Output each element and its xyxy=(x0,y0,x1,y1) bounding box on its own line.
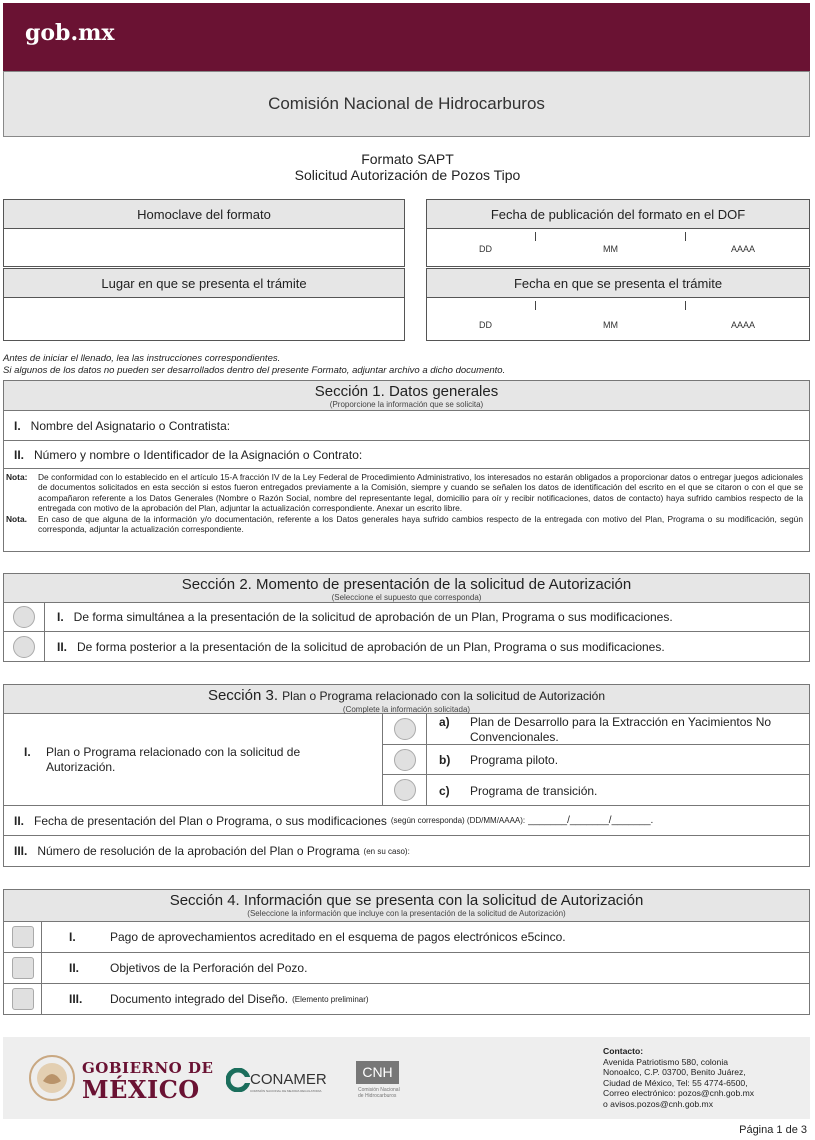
date-divider xyxy=(685,232,686,241)
item-label: Objetivos de la Perforación del Pozo. xyxy=(110,961,308,975)
item-label: Número y nombre o Identificador de la Asignación o Contrato: xyxy=(34,447,363,462)
checkbox[interactable] xyxy=(12,957,34,979)
conamer-subtitle: COMISIÓN NACIONAL DE MEJORA REGULATORIA xyxy=(250,1089,322,1093)
footer xyxy=(3,1037,810,1119)
lugar-header xyxy=(3,268,405,298)
instructions xyxy=(3,353,810,377)
fecha-tramite-label: Fecha en que se presenta el trámite xyxy=(513,275,723,291)
section2-option-2[interactable] xyxy=(3,632,810,662)
checkbox-cell xyxy=(4,922,42,952)
section3-title-prefix: Sección 3. xyxy=(207,687,278,704)
section3-resolucion-row[interactable] xyxy=(3,836,810,867)
radio-cell xyxy=(383,714,427,744)
radio-cell xyxy=(4,632,45,661)
item-number: II. xyxy=(69,961,80,975)
radio-cell xyxy=(383,775,427,805)
option-label: Plan de Desarrollo para la Extracción en Yacimientos No Convencionales. xyxy=(470,715,772,744)
plan-option-a[interactable] xyxy=(383,714,809,745)
item-number: II. xyxy=(14,447,25,462)
aaaa-label: AAAA xyxy=(731,244,756,254)
homoclave-input[interactable] xyxy=(3,229,405,267)
note-text: En caso de que alguna de la información y/o documentación, referente a los Datos generales haya sufrido cambios respecto de la entregada con motivo del Plan, Programa o su modificación, según corresponda, adjuntar la actualización correspondiente. xyxy=(38,513,803,535)
item-label: Número de resolución de la aprobación del Plan o Programa xyxy=(37,844,360,858)
item-hint: (en su caso): xyxy=(363,846,410,856)
section4-item-1[interactable] xyxy=(3,922,810,953)
note-tag: Nota: xyxy=(6,472,28,482)
lugar-label: Lugar en que se presenta el trámite xyxy=(101,275,307,291)
section3-header xyxy=(3,684,810,714)
plan-option-b[interactable] xyxy=(383,745,809,775)
item-hint: (según corresponda) (DD/MM/AAAA): xyxy=(390,816,526,825)
header-bar xyxy=(3,3,810,71)
section2-subtitle: (Seleccione el supuesto que corresponda) xyxy=(331,593,482,602)
cnh-logo: CNH xyxy=(356,1061,399,1084)
note-block xyxy=(6,514,803,535)
date-divider xyxy=(535,232,536,241)
date-divider xyxy=(535,301,536,310)
item-label: De forma posterior a la presentación de la solicitud de aprobación de un Plan, Programa o sus modificaciones. xyxy=(77,639,665,654)
section2-title: Sección 2. Momento de presentación de la solicitud de Autorización xyxy=(181,576,632,593)
section3-title-text: Plan o Programa relacionado con la solicitud de Autorización xyxy=(282,689,606,703)
option-letter: c) xyxy=(439,784,450,798)
note-text: De conformidad con lo establecido en el artículo 15-A fracción IV de la Ley Federal de Procedimiento Administrativo, los interesados no estarán obligados a proporcionar datos o entregar juegos adicionales de documentos solicitados en esta sección si estos fueron entregados previamente a la Comisión, siempre y cuando se señalen los datos de identificación del escrito en el que se citaron o con el que se acompañaron referente a los Datos Generales (Nombre o Razón Social, nombre del representante legal, domicilio para oír y recibir notificaciones, datos de contacto) haya sufrido cambios respecto de la entregada con motivo de la aprobación del Plan, adjuntar la actualización correspondiente. Anexar un escrito libre. xyxy=(38,472,803,514)
checkbox-cell xyxy=(4,984,42,1014)
section1-header xyxy=(3,380,810,411)
contact-email[interactable]: Correo electrónico: pozos@cnh.gob.mx xyxy=(603,1088,755,1099)
cnh-subtitle-line1: Comisión Nacional xyxy=(358,1087,400,1093)
item-label: Plan o Programa relacionado con la solicitud de Autorización. xyxy=(46,745,301,774)
form-title-line1: Formato SAPT xyxy=(361,151,454,167)
checkbox[interactable] xyxy=(12,988,34,1010)
item-hint: (Elemento preliminar) xyxy=(292,994,369,1004)
section3-fecha-row[interactable] xyxy=(3,806,810,836)
aaaa-label: AAAA xyxy=(731,320,756,330)
section4-item-2[interactable] xyxy=(3,953,810,984)
lugar-input[interactable] xyxy=(3,298,405,341)
conamer-logo-text: CONAMER xyxy=(250,1071,327,1088)
section4-item-3[interactable] xyxy=(3,984,810,1015)
note-tag: Nota. xyxy=(6,513,27,524)
cnh-subtitle xyxy=(358,1087,400,1099)
contact-block xyxy=(603,1046,793,1110)
section3-title xyxy=(4,687,809,705)
option-letter: b) xyxy=(439,753,451,767)
dd-label: DD xyxy=(479,244,492,254)
national-emblem-icon xyxy=(27,1053,77,1103)
section3-plan-block xyxy=(3,714,810,806)
item-label: Fecha de presentación del Plan o Programa, o sus modificaciones xyxy=(34,813,387,828)
instructions-line2: Si algunos de los datos no pueden ser desarrollados dentro del presente Formato, adjuntar archivo a dicho documento. xyxy=(3,365,506,376)
homoclave-header xyxy=(3,199,405,229)
section2-header xyxy=(3,573,810,603)
commission-banner xyxy=(3,71,810,137)
mm-label: MM xyxy=(603,244,618,254)
section4-subtitle: (Seleccione la información que incluye con la presentación de la solicitud de Autorización) xyxy=(247,909,566,918)
item-label: De forma simultánea a la presentación de la solicitud de aprobación de un Plan, Programa o sus modificaciones. xyxy=(73,610,673,624)
section4-title: Sección 4. Información que se presenta con la solicitud de Autorización xyxy=(169,892,644,909)
mm-label: MM xyxy=(603,320,618,330)
radio-button[interactable] xyxy=(13,606,35,628)
item-number: III. xyxy=(14,844,28,858)
radio-cell xyxy=(4,603,45,631)
item-number: II. xyxy=(57,639,68,654)
section1-title: Sección 1. Datos generales xyxy=(314,383,499,400)
gobierno-logo-line1: GOBIERNO DE xyxy=(82,1059,214,1077)
item-number: II. xyxy=(14,813,25,828)
fecha-publicacion-label: Fecha de publicación del formato en el DOF xyxy=(490,206,746,222)
form-title xyxy=(0,151,815,183)
cnh-subtitle-line2: de Hidrocarburos xyxy=(358,1093,397,1099)
option-letter: a) xyxy=(439,715,450,729)
radio-button[interactable] xyxy=(394,718,416,740)
contact-email-alt[interactable]: o avisos.pozos@cnh.gob.mx xyxy=(603,1098,713,1109)
section4-header xyxy=(3,889,810,922)
dd-label: DD xyxy=(479,320,492,330)
item-number: I. xyxy=(69,930,76,944)
item-label: Pago de aprovechamientos acreditado en el esquema de pagos electrónicos e5cinco. xyxy=(110,930,566,944)
contact-line: Ciudad de México, Tel: 55 4774-6500, xyxy=(603,1077,748,1088)
conamer-logo-icon xyxy=(226,1068,250,1092)
section1-subtitle: (Proporcione la información que se solicita) xyxy=(329,400,484,409)
section1-item-1[interactable] xyxy=(3,411,810,441)
checkbox-cell xyxy=(4,953,42,983)
checkbox[interactable] xyxy=(12,926,34,948)
fecha-tramite-header xyxy=(426,268,810,298)
date-blank[interactable]: _______/_______/_______. xyxy=(528,815,654,826)
instructions-line1: Antes de iniciar el llenado, lea las instrucciones correspondientes. xyxy=(3,353,281,364)
section1-item-2[interactable] xyxy=(3,441,810,469)
option-label: Programa piloto. xyxy=(470,753,559,767)
fecha-publicacion-header xyxy=(426,199,810,229)
radio-button[interactable] xyxy=(394,749,416,771)
page-number: Página 1 de 3 xyxy=(739,1124,807,1136)
radio-button[interactable] xyxy=(394,779,416,801)
contact-title: Contacto: xyxy=(603,1046,644,1056)
item-label: Nombre del Asignatario o Contratista: xyxy=(30,418,231,433)
fecha-tramite-input[interactable] xyxy=(426,298,810,341)
section3-subtitle: (Complete la información solicitada) xyxy=(342,705,471,714)
radio-button[interactable] xyxy=(13,636,35,658)
item-number: I. xyxy=(24,745,31,759)
section2-option-1[interactable] xyxy=(3,603,810,632)
section1-notes xyxy=(3,469,810,552)
contact-line: Avenida Patriotismo 580, colonia xyxy=(603,1056,729,1067)
contact-line: Nonoalco, C.P. 03700, Benito Juárez, xyxy=(603,1067,746,1078)
item-label: Documento integrado del Diseño. xyxy=(110,992,289,1006)
gobierno-logo-line2: MÉXICO xyxy=(82,1075,200,1104)
commission-name: Comisión Nacional de Hidrocarburos xyxy=(268,94,545,113)
option-label: Programa de transición. xyxy=(470,784,598,798)
radio-cell xyxy=(383,745,427,774)
fecha-publicacion-input[interactable] xyxy=(426,229,810,267)
item-number: I. xyxy=(14,418,21,433)
brand-logo[interactable]: gob.mx xyxy=(25,20,115,46)
note-block xyxy=(6,472,803,514)
plan-label-cell xyxy=(4,714,383,805)
date-divider xyxy=(685,301,686,310)
plan-option-c[interactable] xyxy=(383,775,809,805)
item-number: I. xyxy=(57,610,64,624)
item-number: III. xyxy=(69,992,83,1006)
homoclave-label: Homoclave del formato xyxy=(137,206,271,222)
form-title-line2: Solicitud Autorización de Pozos Tipo xyxy=(294,167,521,183)
